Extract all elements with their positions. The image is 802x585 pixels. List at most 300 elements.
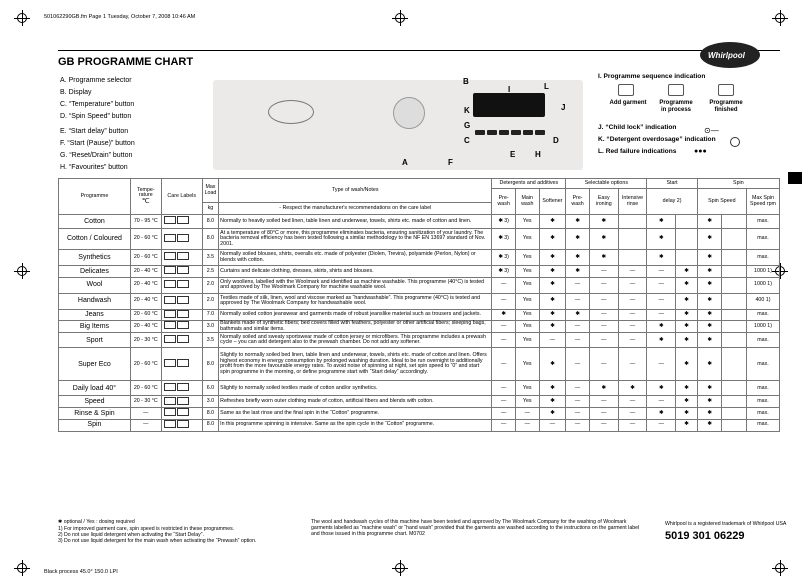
control-b: B. Display xyxy=(60,89,92,96)
th-spin-speed: Spin Speed xyxy=(697,189,746,215)
option-cell: ✱ xyxy=(539,408,566,420)
option-cell xyxy=(722,277,747,293)
option-cell: ✱ xyxy=(697,321,722,333)
care-label-icon xyxy=(161,229,202,250)
letter-d: D xyxy=(553,136,559,145)
option-cell: ✱ xyxy=(492,309,516,321)
option-cell: ✱ xyxy=(539,250,566,266)
option-cell: Yes xyxy=(515,277,539,293)
option-cell: — xyxy=(647,293,676,309)
option-cell: ✱ xyxy=(539,293,566,309)
max-load-cell: 2.0 xyxy=(202,277,218,293)
red-failure-indications: L. Red failure indications xyxy=(598,148,677,155)
option-cell xyxy=(618,229,647,250)
programme-name: Big Items xyxy=(59,321,131,333)
option-cell: Yes xyxy=(515,250,539,266)
option-cell xyxy=(722,333,747,348)
option-cell: — xyxy=(589,321,618,333)
temperature-cell: 20 - 60 °C xyxy=(130,250,161,266)
option-cell: Yes xyxy=(515,229,539,250)
control-d: D. “Spin Speed” button xyxy=(60,113,132,120)
max-load-cell: 6.0 xyxy=(202,381,218,396)
option-cell: 400 1) xyxy=(747,293,780,309)
table-row xyxy=(59,309,780,321)
option-cell: ✱ xyxy=(539,309,566,321)
footnote-1: ✱ optional / Yes : dosing required xyxy=(58,519,135,525)
programme-name: Handwash xyxy=(59,293,131,309)
option-cell: — xyxy=(492,381,516,396)
option-cell: ✱ xyxy=(676,381,698,396)
notes-cell: At a temperature of 80°C or more, this programme eliminates bacteria, ensuring sanitization of your laundry. The bacteria removal efficiency has been tested following a similar methodology to the NF EN 13697 standard of Nov. 2001. xyxy=(219,229,492,250)
max-load-cell: 8.0 xyxy=(202,408,218,420)
care-label-icon xyxy=(161,348,202,381)
table-row xyxy=(59,229,780,250)
brand-logo xyxy=(700,42,760,68)
option-cell: — xyxy=(618,408,647,420)
option-cell: ✱ xyxy=(566,229,590,250)
th-softener: Softener xyxy=(539,189,566,215)
programme-finished-icon xyxy=(718,84,734,96)
woolmark-note: The wool and handwash cycles of this machine have been tested and approved by The Woolmark Company for the washing of Woolmark garments labelled as “machine wash” or “hand wash” provided that the garments are washed according to the instructions on the garment label and those issued in this programme chart. M0702 xyxy=(311,519,640,537)
option-cell: ✱ xyxy=(647,215,676,229)
letter-j: J xyxy=(561,103,566,112)
letter-g: G xyxy=(464,121,471,130)
table-row xyxy=(59,250,780,266)
option-cell: — xyxy=(539,419,566,431)
option-cell: Yes xyxy=(515,309,539,321)
option-cell: max. xyxy=(747,309,780,321)
option-cell: — xyxy=(618,348,647,381)
option-cell: ✱ xyxy=(697,333,722,348)
notes-cell: In this programme spinning is intensive. Same as the spin cycle in the “Cotton” programme. xyxy=(219,419,492,431)
option-cell: — xyxy=(566,408,590,420)
option-cell: — xyxy=(492,419,516,431)
option-cell xyxy=(722,419,747,431)
letter-c: C xyxy=(464,136,470,145)
care-label-icon xyxy=(161,293,202,309)
letter-l: L xyxy=(544,82,549,91)
option-cell: ✱ xyxy=(697,277,722,293)
option-cell: ✱ xyxy=(676,309,698,321)
option-cell: ✱ 3) xyxy=(492,250,516,266)
option-cell xyxy=(722,215,747,229)
th-kg: kg xyxy=(202,203,218,215)
th-mainwash: Main wash xyxy=(515,189,539,215)
table-row xyxy=(59,396,780,408)
notes-cell: Curtains and delicate clothing, dresses, skirts, shirts and blouses. xyxy=(219,266,492,278)
option-cell xyxy=(618,215,647,229)
print-footer: Black process 45.0° 150.0 LPI xyxy=(44,569,118,575)
temperature-cell: 20 - 60 °C xyxy=(130,348,161,381)
option-cell: ✱ xyxy=(539,277,566,293)
option-cell: Yes xyxy=(515,215,539,229)
max-load-cell: 2.5 xyxy=(202,266,218,278)
care-label-icon xyxy=(161,250,202,266)
control-f: F. “Start (Pause)” button xyxy=(60,140,135,147)
option-cell xyxy=(722,321,747,333)
option-cell: — xyxy=(492,348,516,381)
option-cell: — xyxy=(515,408,539,420)
footnote-4: 3) Do not use liquid detergent for the main wash when activating the “Prewash” option. xyxy=(58,538,257,544)
max-load-cell: 8.0 xyxy=(202,229,218,250)
temperature-cell: — xyxy=(130,419,161,431)
option-cell: ✱ xyxy=(539,229,566,250)
temperature-cell: 20 - 60 °C xyxy=(130,381,161,396)
table-row xyxy=(59,215,780,229)
option-cell: Yes xyxy=(515,348,539,381)
option-cell: ✱ xyxy=(697,381,722,396)
option-cell: — xyxy=(647,348,676,381)
temperature-cell: 20 - 30 °C xyxy=(130,333,161,348)
registration-mark-top-left xyxy=(14,10,30,26)
th-type: Type of wash/Notes xyxy=(219,179,492,203)
option-cell: — xyxy=(566,396,590,408)
th-intensive-rinse: Intensive rinse xyxy=(618,189,647,215)
control-g: G. “Reset/Drain” button xyxy=(60,152,133,159)
option-cell: ✱ xyxy=(676,348,698,381)
th-care-labels: Care Labels xyxy=(161,179,202,215)
option-cell: — xyxy=(589,348,618,381)
option-cell: ✱ xyxy=(676,293,698,309)
option-cell xyxy=(722,309,747,321)
th-programme: Programme xyxy=(59,179,131,215)
letter-k: K xyxy=(464,106,470,115)
programme-name: Cotton / Coloured xyxy=(59,229,131,250)
option-cell: — xyxy=(589,277,618,293)
display-screen xyxy=(473,93,545,117)
option-cell: ✱ xyxy=(697,215,722,229)
temperature-cell: 20 - 60 °C xyxy=(130,229,161,250)
temperature-cell: 20 - 40 °C xyxy=(130,293,161,309)
option-cell: — xyxy=(647,396,676,408)
programme-name: Super Eco xyxy=(59,348,131,381)
footnote-2: 1) For improved garment care, spin speed is restricted in these programmes. xyxy=(58,526,235,532)
trademark-note: Whirlpool is a registered trademark of Whirlpool USA xyxy=(665,521,787,527)
programme-name: Delicates xyxy=(59,266,131,278)
option-cell: 1000 1) xyxy=(747,277,780,293)
temperature-cell: 20 - 60 °C xyxy=(130,309,161,321)
registration-mark-bottom-right xyxy=(772,560,788,576)
letter-i: I xyxy=(508,85,511,94)
temperature-cell: 20 - 40 °C xyxy=(130,321,161,333)
care-label-icon xyxy=(161,419,202,431)
option-cell: ✱ xyxy=(697,293,722,309)
overdosage-icon xyxy=(730,137,740,147)
option-cell xyxy=(722,396,747,408)
option-cell xyxy=(676,250,698,266)
letter-e: E xyxy=(510,150,516,159)
option-cell xyxy=(722,348,747,381)
option-cell xyxy=(722,229,747,250)
option-cell: — xyxy=(618,309,647,321)
registration-mark-bottom-center xyxy=(392,560,408,576)
option-cell: ✱ xyxy=(647,333,676,348)
option-cell: ✱ xyxy=(566,266,590,278)
sequence-indication-title: I. Programme sequence indication xyxy=(598,73,706,80)
programme-selector-dial xyxy=(393,97,425,129)
letter-h: H xyxy=(535,150,541,159)
option-cell: — xyxy=(618,266,647,278)
option-cell: — xyxy=(566,293,590,309)
option-cell: ✱ xyxy=(676,266,698,278)
option-cell: — xyxy=(566,321,590,333)
option-cell: ✱ xyxy=(539,381,566,396)
option-cell: ✱ xyxy=(676,408,698,420)
max-load-cell: 7.0 xyxy=(202,309,218,321)
seq-label-process: Programme in process xyxy=(659,100,693,113)
care-label-icon xyxy=(161,396,202,408)
max-load-cell: 8.0 xyxy=(202,419,218,431)
option-cell: ✱ xyxy=(539,215,566,229)
temperature-cell: 20 - 40 °C xyxy=(130,266,161,278)
programme-table xyxy=(58,178,780,432)
option-cell: ✱ xyxy=(676,321,698,333)
option-cell: Yes xyxy=(515,321,539,333)
th-detergents: Detergents and additives xyxy=(492,179,566,189)
option-cell xyxy=(722,293,747,309)
care-label-icon xyxy=(161,408,202,420)
option-cell: — xyxy=(618,321,647,333)
option-cell: — xyxy=(647,419,676,431)
option-cell xyxy=(676,215,698,229)
option-cell: ✱ xyxy=(647,229,676,250)
th-max-load: Max Load xyxy=(202,179,218,203)
panel-logo xyxy=(268,100,314,124)
option-cell: ✱ xyxy=(539,396,566,408)
max-load-cell: 3.5 xyxy=(202,333,218,348)
option-cell: — xyxy=(589,396,618,408)
care-label-icon xyxy=(161,321,202,333)
option-cell: ✱ xyxy=(589,250,618,266)
care-label-icon xyxy=(161,266,202,278)
option-cell: ✱ xyxy=(697,309,722,321)
option-cell: ✱ xyxy=(676,333,698,348)
temperature-cell: 20 - 40 °C xyxy=(130,277,161,293)
programme-name: Synthetics xyxy=(59,250,131,266)
table-row xyxy=(59,381,780,396)
option-cell: — xyxy=(618,277,647,293)
notes-cell: Refreshes briefly worn outer clothing made of cotton, artificial fibers and blends with cotton. xyxy=(219,396,492,408)
option-cell: — xyxy=(589,408,618,420)
option-cell xyxy=(722,408,747,420)
notes-cell: Only woollens, labelled with the Woolmark and identified as machine washable. This programme (40°C) is tested and approved by The Woolmark Company for machine washable wool. xyxy=(219,277,492,293)
option-cell: max. xyxy=(747,250,780,266)
option-cell: — xyxy=(492,396,516,408)
notes-cell: Normally soiled and sweaty sportswear made of cotton jersey or microfibers. This programme includes a prewash cycle – you can add detergent also to the prewash chamber. Do not add any softener. xyxy=(219,333,492,348)
th-prewash: Pre-wash xyxy=(492,189,516,215)
notes-cell: Slightly to normally soiled textiles made of cotton and/or synthetics. xyxy=(219,381,492,396)
option-cell: — xyxy=(647,277,676,293)
notes-cell: Normally soiled cotton jeanswear and garments made of robust jeanslike material such as trousers and jackets. xyxy=(219,309,492,321)
table-row xyxy=(59,333,780,348)
th-delay: delay 2) xyxy=(647,189,697,215)
option-cell: — xyxy=(589,333,618,348)
option-cell: — xyxy=(566,381,590,396)
th-prewash-option: Pre-wash xyxy=(566,189,590,215)
option-cell: ✱ xyxy=(697,408,722,420)
care-label-icon xyxy=(161,333,202,348)
option-cell: Yes xyxy=(515,266,539,278)
failure-icons: ●●● xyxy=(694,148,707,155)
max-load-cell: 3.0 xyxy=(202,321,218,333)
panel-buttons xyxy=(475,122,555,128)
table-row xyxy=(59,348,780,381)
option-cell: Yes xyxy=(515,293,539,309)
option-cell: ✱ xyxy=(697,229,722,250)
registration-mark-bottom-left xyxy=(14,560,30,576)
option-cell: 1000 1) xyxy=(747,321,780,333)
page-title: GB PROGRAMME CHART xyxy=(58,56,194,68)
add-garment-icon xyxy=(618,84,634,96)
detergent-overdosage-indication: K. “Detergent overdosage” indication xyxy=(598,136,716,143)
option-cell: ✱ xyxy=(566,250,590,266)
programme-name: Sport xyxy=(59,333,131,348)
option-cell: ✱ 3) xyxy=(492,266,516,278)
notes-cell: Slightly to normally soiled bed linen, table linen and underwear, towels, shirts etc. made of cotton and linen. Offers highest economy in energy consumption by prolonged washing duration. Ideal to be run overnight to additionally profit from the more favourable energy rates. To avoid noise of spinning at night, set spin speed to “0” and start spin programme in the morning, or define programme start with “Start delay” accordingly. xyxy=(219,348,492,381)
option-cell: — xyxy=(589,266,618,278)
registration-mark-left-middle xyxy=(14,263,30,279)
option-cell: ✱ 3) xyxy=(492,229,516,250)
programme-name: Rinse & Spin xyxy=(59,408,131,420)
option-cell xyxy=(618,250,647,266)
option-cell: — xyxy=(515,419,539,431)
option-cell: Yes xyxy=(515,396,539,408)
seq-label-add: Add garment xyxy=(609,100,647,106)
letter-a: A xyxy=(402,158,408,167)
care-label-icon xyxy=(161,381,202,396)
th-start: Start xyxy=(647,179,697,189)
control-h: H. “Favourites” button xyxy=(60,164,128,171)
option-cell: max. xyxy=(747,215,780,229)
option-cell: — xyxy=(566,277,590,293)
th-easy-ironing: Easy ironing xyxy=(589,189,618,215)
table-row xyxy=(59,408,780,420)
option-cell: ✱ xyxy=(539,266,566,278)
notes-cell: Same as the last rinse and the final spin in the “Cotton” programme. xyxy=(219,408,492,420)
option-cell: max. xyxy=(747,419,780,431)
option-cell: ✱ xyxy=(589,215,618,229)
option-cell: ✱ xyxy=(566,309,590,321)
seq-label-finished: Programme finished xyxy=(709,100,743,113)
option-cell: — xyxy=(566,348,590,381)
option-cell: 1000 1) xyxy=(747,266,780,278)
registration-mark-top-right xyxy=(772,10,788,26)
option-cell: ✱ xyxy=(589,381,618,396)
temperature-cell: 20 - 30 °C xyxy=(130,396,161,408)
option-cell: — xyxy=(566,333,590,348)
registration-mark-top-center xyxy=(392,10,408,26)
option-cell: — xyxy=(589,309,618,321)
care-label-icon xyxy=(161,277,202,293)
option-cell: — xyxy=(618,293,647,309)
letter-f: F xyxy=(448,158,453,167)
option-cell: — xyxy=(589,419,618,431)
control-a: A. Programme selector xyxy=(60,77,132,84)
option-cell: — xyxy=(492,408,516,420)
option-cell: — xyxy=(618,419,647,431)
option-cell: — xyxy=(589,293,618,309)
th-respect-note: - Respect the manufacturer's recommendations on the care label xyxy=(219,203,492,215)
option-cell: ✱ xyxy=(589,229,618,250)
option-cell: — xyxy=(647,266,676,278)
option-cell xyxy=(722,266,747,278)
table-row xyxy=(59,419,780,431)
programme-name: Jeans xyxy=(59,309,131,321)
print-header: 501062290GB.fm Page 1 Tuesday, October 7, 2008 10:46 AM xyxy=(44,14,196,20)
option-cell: ✱ xyxy=(647,250,676,266)
option-cell: — xyxy=(647,309,676,321)
temperature-cell: 70 - 95 °C xyxy=(130,215,161,229)
table-row xyxy=(59,266,780,278)
max-load-cell: 2.0 xyxy=(202,293,218,309)
th-options: Selectable options xyxy=(566,179,647,189)
programme-name: Spin xyxy=(59,419,131,431)
programme-name: Daily load 40° xyxy=(59,381,131,396)
temperature-icon: ℃ xyxy=(141,197,150,205)
brand-logo-text: Whirlpool xyxy=(708,51,745,60)
option-cell: ✱ xyxy=(618,381,647,396)
option-cell: ✱ xyxy=(676,419,698,431)
page-tab-marker xyxy=(788,172,802,184)
option-cell xyxy=(722,250,747,266)
title-rule xyxy=(58,50,780,51)
care-label-icon xyxy=(161,309,202,321)
control-e: E. “Start delay” button xyxy=(60,128,129,135)
table-row xyxy=(59,277,780,293)
option-cell: — xyxy=(539,333,566,348)
option-cell: ✱ xyxy=(697,266,722,278)
option-cell: — xyxy=(492,333,516,348)
product-code: 5019 301 06229 xyxy=(665,530,745,542)
option-cell: ✱ xyxy=(697,419,722,431)
option-cell: ✱ xyxy=(647,408,676,420)
option-cell: ✱ xyxy=(647,321,676,333)
programme-name: Speed xyxy=(59,396,131,408)
th-temperature: Tempe-rature ℃ xyxy=(130,179,161,215)
max-load-cell: 8.0 xyxy=(202,348,218,381)
option-cell: ✱ xyxy=(539,348,566,381)
footnote-3: 2) Do not use liquid detergent when activating the “Start Delay”. xyxy=(58,532,204,538)
option-cell: ✱ 3) xyxy=(492,215,516,229)
option-cell: ✱ xyxy=(676,277,698,293)
max-load-cell: 3.0 xyxy=(202,396,218,408)
option-cell: ✱ xyxy=(676,396,698,408)
option-cell: Yes xyxy=(515,381,539,396)
option-cell: — xyxy=(618,396,647,408)
option-cell: Yes xyxy=(515,333,539,348)
table-row xyxy=(59,293,780,309)
option-cell: ✱ xyxy=(539,321,566,333)
letter-b: B xyxy=(463,77,469,86)
temperature-cell: — xyxy=(130,408,161,420)
option-cell: max. xyxy=(747,348,780,381)
programme-name: Wool xyxy=(59,277,131,293)
option-cell: — xyxy=(566,419,590,431)
option-cell: ✱ xyxy=(697,396,722,408)
option-cell: ✱ xyxy=(697,250,722,266)
option-cell: ✱ xyxy=(697,348,722,381)
notes-cell: Blankets made of synthetic fibers; bed covers filled with feathers, polyester or other artificial fibers; sleeping bags, bathmats and similar items. xyxy=(219,321,492,333)
max-load-cell: 8.0 xyxy=(202,215,218,229)
programme-in-process-icon xyxy=(668,84,684,96)
care-label-icon xyxy=(161,215,202,229)
table-row xyxy=(59,321,780,333)
programme-name: Cotton xyxy=(59,215,131,229)
option-cell: ✱ xyxy=(647,381,676,396)
key-icon: ⊙— xyxy=(704,126,719,135)
notes-cell: Normally to heavily soiled bed linen, table linen and underwear, towels, shirts etc. made of cotton and linen. xyxy=(219,215,492,229)
notes-cell: Textiles made of silk, linen, wool and viscose marked as “handwashable”. This programme (40°C) is tested and approved by The Woolmark Company for handwashable wool. xyxy=(219,293,492,309)
